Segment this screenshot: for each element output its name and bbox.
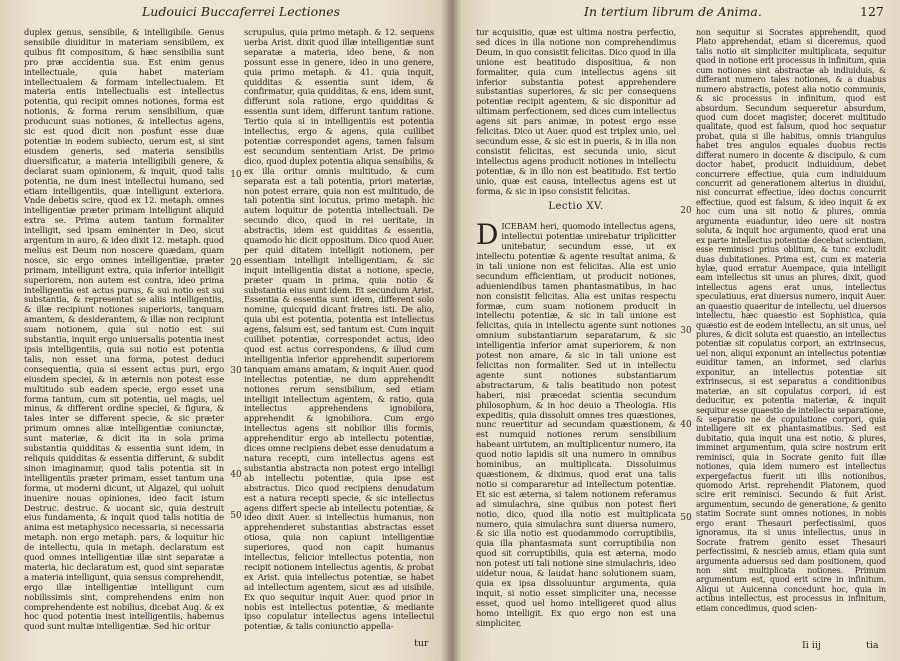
right-col1-body-text: [476, 218, 676, 628]
line-number: 20: [680, 206, 692, 216]
catchword: tur: [414, 638, 429, 649]
right-page-column-1: [476, 28, 676, 628]
right-running-head: In tertium librum de Anima.: [584, 4, 762, 19]
lectio-heading: Lectio XV.: [548, 201, 604, 213]
right-page-column-2: [696, 28, 886, 613]
page-number: 127: [860, 4, 884, 19]
signature-mark: Ii iij: [802, 640, 821, 651]
drop-cap: D: [476, 218, 499, 252]
right-col1-top-text: tur acquisitio, quæ est ultima nostra perfectio, sed dices in illa notione non comprehendimus Deum, in quo consistit felicitas. Dico quod in illa unione est beatitudo dispositiua, & non formaliter, quia cum intellectus agens sit inferior substantia potest apprehendere substantias superiores, & sic per consequens potentiæ recipit agentem, & sic disponitur ad ultimam perfectionem, sed dices cum intellectus agens sit pars animæ, in potest ergo esse felicitas. Dico ut Auer. quod est triplex unio, uel secundum esse, & sic est in pueris, & in illa non consistit felicitas, est secunda unio, sicut intellectus agens producit notiones in intellectu potentiæ, & in illo non est beatitudo. Est tertio unio, quæ est causa, intellectus agens est ut forma, & sic in ipso consistit felicitas.: [476, 27, 676, 196]
catchword: tia: [866, 640, 879, 651]
left-col1-text: duplex genus, sensibile, & intelligibile. Genus sensibile diuiditur in materiam sensibilem, ex quibus fit compositum, & hæc sensibilia sunt pro præ accidentia sua. Est enim genus intellectuale, quia habet materiam intellectualem & formam intellectualem. Et materia entis intellectualis est intellectus potentia, qui recipit omnes notiones, forma est notionis, & forma rerum sensibilium, quæ producunt suas notiones, & intellectus agens, sic est quod dicit non posfunt esse duæ potentiæ in eodem subiecto, uerum est, si sint eiusdem generis, sed materia sensibilis diuersificatur, a materia intelligibili genere, & declarat suam opinionem, & inquit, quod talis potentia, ne dum inest intellectui humano, sed etiam intelligentiis, quæ intelligunt exteriora. Vnde debetis scire, quod ex 12. metaph. omnes intelligentiæ præter primam intelligunt aliquid extra se. Prima autem tantum formaliter intelligit, sed ipsam eminenter in Deo, sicut argentum in auro, & ideo dixit 12. metaph. quod melius est Deum non noscere quædam, quam nosce, sic ergo omnes intelligentiæ, præter primam, intelligunt extra, quia inferior intelligit superiorem, non autem est contra, ideo prima intelligentia est actus purus, & sui notio est sui substantia, & representat se aliis intelligentiis, & illæ recipiunt notiones superioris, tanquam amantem, & desiderantem, & illæ non recipiunt suam notionem, quia sui notio est sui substantia, inquit ergo uniuersalis potentia inest ipsis intelligentiis, quia sui notio est potentia talis, non esset una forma, potest deduci consequentia, quia si essent actus puri, ergo eiusdem speciei, & in æternis non potest esse multitudo sub eadem specie, ergo esset una forma tantum, cum sit potentia, uel magis, uel minus, & different ordine speciei, & figura, & tales inter se different specie, & sic præter primum omnes aliæ intelligentiæ coniunctæ, sunt materiæ, & dicit ita in sola prima substantia quidditas & essentia sunt idem, in reliquis quidditas & essentia differunt, & subdit sinon imaginamur, quod talis potentia sit in intelligentiis præter primam, esset tantum una forma, ut moderni dicunt, ut Algazel, qui uoluit inuenire nouas opiniones, ideo facit istum Destruc. destruc. & uocant sic, quia destruit eius fundamenta, & inquit quod talis notitia de anima est metaphysico necessaria, si necessaria metaph. non ergo metaph. pars, & loquitur hic de intellectu, quia in metaph. declaratum est quod omnes intelligentiæ illæ sint separatæ a materia, hic declaratum est, quod sint separatæ a materia intelligunt, quia sensus comprehendit, ergo illæ intelligentiæ intelligunt cum nobilissimis sint, comprehendens enim non comprehendente est nobilius, dicebat Aug. & ex hoc quod potentia inest intelligentiis, habemus quod sunt multæ intelligentiæ. Sed hic oritur: [24, 27, 224, 632]
right-col2-text: non sequitur si Socrates apprehendit, quod Plato apprehendat, etiam si diceremus, quod talis notio sit simpliciter multiplicata, sequitur quod in notione erit processus in infinitum, quia cum notiones sint abstractæ ab indiuiduis, & differant numero tales notiones, & a duabus numero abstractis, potest alia notio communis, & sic processus in infinitum, quod est absurdum. Secundum sequeretur absurdum, quod cum docet magister, doceret multitudo qualitate, quod est falsum, quod hoc sequatur probat, quia si ille habitus, omnis triangulus habet tres angulos equales duobus rectis differat numero in docente & discipulo, & cum doctor habet, producit indiuiduum, debet concurrere effectiue, quia cum indiuiduum concurrit ad generationem alterius in diuidui, nisi concurrat effectiue, ideo doctus concurrit effectiue, quod est falsum, & ideo inquit & ex hoc cum una sit notio & plures, omnia argumenta euaduntur, ideo uere sit nostra soluta, & inquit hoc argumento, quod erat una ex parte intellectus potentiæ decebat scientiam, esse reminisci prius oblitum, & tunc excludit duas dubitationes. Prima est, cum ex materia hylæ, quod erratur Auempace, quia intelligit eam intellectus sit unus an plures, dixit, quod intellectus agens erat unus, intellectus speculatiuus, erat diuersus numero, inquit Auer. an quaestio quaeritur de intellectu, uel diuersos intellectu, hæc quaestio est Sophistica, quia quæstio est de eodem intellectu, an sit unus, uel plures, & dicit soluta est quaestio, an intellectus potentiæ sit copulatus corpori, an extrinsecus, uel non, aliqui exponunt an intellectus potentiæ euiditur tamen, an informet, sed clarius exponitur, an intellectus potentiæ sit extrinsecus, si est separatus a conditionibus materiæ, an sit copulatus corpori, id est deducitur, ex potentia materiæ, & inquit sequitur esse quaestio de intellectu separatione, & separatio ne de copulatione corpori, quia intelligere sit ex phantasmatibus. Sed est dubitatio, quia inquit una est notio, & plures, imminet argumentum, quia scire nostrum erit reminisci, quia in Socrate genito fuit illæ notiones, quia idem numero est intellectus expergefactus fuerit uti illis notionibus, quomodo Arist. reprehendit Platonem, quod scire erit reminisci. Secundo & fuit Arist. argumentum, secundo de generatione, & genito statim Socrate sunt omnes notiones, in nobis ergo erant Thesauri perfectissimi, quos ignoramus, ita si unus intellectus, unus in Socrate fratrem genito esset Thesauri perfectissimi, & nescieb amus, etiam quia sunt argumenta aduersus sed dam positionem, quod non sint multiplicata notiones. Primum argumentum est, quod erit scire in infinitum. Aliqui ut Auicenna concedunt hoc, quia in actibus intellectus, est processus in infinitum, etiam concedimus, quod scien-: [696, 28, 886, 613]
line-number: 40: [230, 470, 242, 480]
left-col2-text: scrupulus, quia primo metaph. & 12. sequens uerba Arist. dixit quod illæ intelligentiæ sunt separatæ a materia, ideo bene, & non possunt esse in genere, ideo in uno genere, quia primo metaph. & 41. quia inquit, quidditas & essentia sunt idem, & confirmatur, quia quidditas, & ens, idem sunt, differunt sola ratione, ergo quidditas & essentia sunt idem, differunt tantum ratione. Tertio quia si in intelligentiis est potentia intellectus, ergo & agens, quia cuilibet potentiæ correspondet agens, tamen falsum est secundum sententiam Arist. De primo dico, quod duplex potentia aliqua sensibilis, & ex illa oritur omnis multitudo, & cum separata est a tali potentia, priori materiæ, non potest errare, quia non est multitudo, de tali potentia sint locutus, primo metaph. hic autem loquitur de potentia intellectuali. De secundo dico, quod in rei ueritate, in abstractis, idem est quidditas & essentia, quamodo hic dicit oppositum. Dico quod Auer. per quid ditatem intelligit notionem, per essentiam intelligit intelligentiam, & sic inquit intelligentia distat a notione, specie, præter quam in prima, quia notio & substantia eius sunt idem. Et secundum Arist. Essentia & essentia sunt idem, different solo nomine, quicquid dicant fratres isti. De alio, quia ubi est potentia, potentia est intellectus agens, falsum est, sed tantum est. Cum inquit cuilibet potentiæ, correspondet actus, ideo quod est actus correspondens, & illud cum intelligentia inferior apprehendit superiorem tanquam amans amatam, & inquit Auer. quod intellectus potentiæ, ne dum apprehendit notiones rerum sensibilium, sed etiam intelligit intellectum agentem, & ratio, quia intellectus apprehendens ignobilora, apprehendit & ignobiliora. Cum ergo intellectus agens sit nobilior illis formis, apprehenditur ergo ab intellectu potentiæ, dices omne recipiens debet esse denudatum a natura recepti, cum intellectus agens est substantia abstracta non potest ergo intelligi ab intellectu potentiæ, quia ipse est abstractus. Dico quod recipiens denudatum est a natura recepti specie, & sic intellectus agens differt specie ab intellectu potentiæ, & ideo dixit Auer. si intellectus humanus, non apprehenderet substantias abstractas esset otiosa, quia non capiunt intelligentiæ superiores, quod non capit humanus intellectus, felicior intellectus potentia, non recipit notionem intellectus agentis, & probat ex Arist. quia intellectus potentiæ, se habet ad intellectum agentem, sicut æs ad uisibile. Ex quo sequitur inquit Auer. quod prior in nobis est intellectus potentiæ, & mediante ipso copulatur intellectus agens intellectui potentiæ, & talis coniunctio appella-: [244, 27, 434, 632]
line-number: 30: [680, 326, 692, 336]
left-page-column-1: [24, 28, 224, 632]
right-col1-body: ICEBAM heri, quomodo intellectus agens, intellectui potentiæ unirebatur triplicitter unitebatur, secundum esse, ut ex intellectu potentiæ & agente resultat anima, & in tali unione non est felicitas. Alia est unio secundum efficientiam, ut producit notiones, adueniendibus tamen phantasmatibus, in hac non consistit felicitas. Alia est unitas respectu formæ, cum suam notionem producit in intellectu potentiæ, & sic in tali unione est felicitas, quia in intellectu agente sunt notiones omnium substantiarum separatarum, & sic intelligentia inferior amat superiorem, & non potest non amare, & sic in tali unione est felicitas non formaliter. Sed ut in intellectu agente sunt notiones substantiarum abstractarum, & talis beatitudo non potest haberi, nisi præcedat scientia secundum philosophum, & in hoc deuio a Theologia. His expeditis, quia dissoluit omnes tres quæstiones, nunc reuertitur ad secundam quæstionem, & est numquid notiones rerum sensibilium habeant uirtutem, an multiplicentur numero, ita quod notio lapidis sit una numero in omnibus hominibus, an multiplicata. Dissoluimus quæstionem, & diximus, quod erat una talis notio si compararetur ad intellectum potentiæ. Et sic est æterna, si talem notionem referamus ad simulachra, sine quibus non potest fieri notio, dico, quod illa notio est multiplicata numero, quia simulachra sunt diuersa numero, & sic illa notio est quodammodo corruptibilis, quia illa phantasmata sunt corruptibilia non quod sit corruptibilis, quia est æterna, modo non potest uti tali notione sine simulachris, ideo uidetur noua, & laudat hanc solutionem suam, quia ex ipsa dissoluuntur argumenta, quia inquit, si notio esset simpliciter una, necesse esset, quod uel homo intelligeret quod alius homo intelligit. Ex quo ergo non est una simpliciter,: [476, 221, 676, 628]
left-page: [0, 0, 448, 661]
line-number: 20: [230, 258, 242, 268]
line-number: 30: [230, 366, 242, 376]
line-number: 50: [230, 511, 242, 521]
left-page-column-2: [244, 28, 434, 632]
line-number: 40: [680, 420, 692, 430]
line-number: 50: [680, 513, 692, 523]
left-running-head: Ludouici Buccaferrei Lectiones: [142, 4, 341, 19]
right-page: [448, 0, 900, 661]
line-number: 10: [230, 170, 242, 180]
